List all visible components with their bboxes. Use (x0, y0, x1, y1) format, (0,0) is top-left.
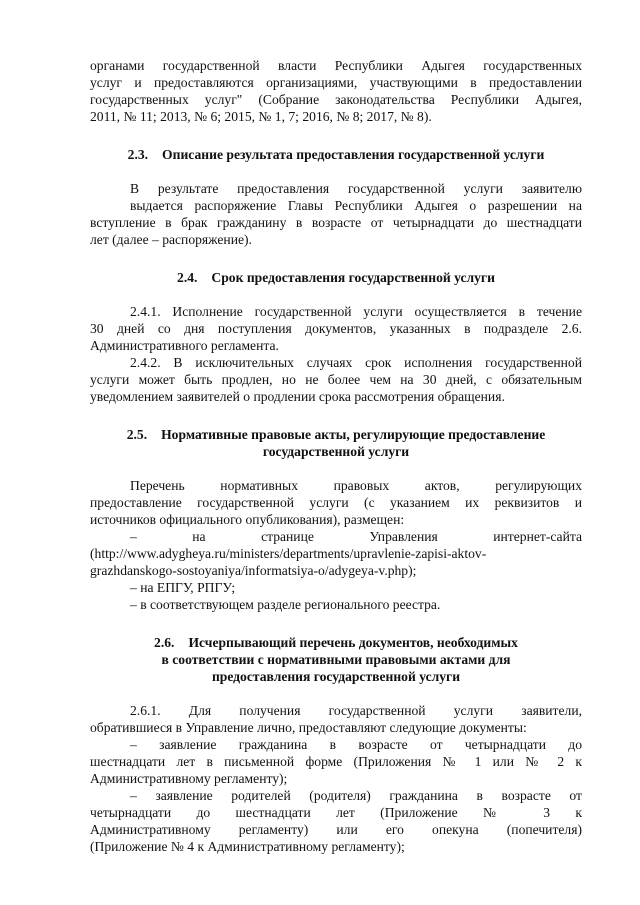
text-line: 2.6.1. Для получения государственной услуги заявители, (130, 703, 582, 718)
text-line: источников официального опубликования), размещен: (90, 512, 405, 527)
section-title-line: предоставления государственной услуги (211, 669, 461, 684)
text-line: предоставление государственной услуги (с указанием их реквизитов и (90, 495, 582, 510)
text-line: – заявление гражданина в возрасте от четырнадцати до (130, 737, 582, 752)
text-line: органами государственной власти Республики Адыгея государственных (90, 58, 582, 73)
text-line: 2011, № 11; 2013, № 6; 2015, № 1, 7; 2016, № 8; 2017, № 8). (90, 109, 432, 124)
text-line: государственных услуг" (Собрание законодательства Республики Адыгея, (90, 92, 582, 107)
section-title-line: Исчерпывающий перечень документов, необходимых (188, 635, 518, 650)
text-line: услуг и предоставляются организациями, участвующими в предоставлении (90, 75, 582, 90)
section-title: Описание результата предоставления государственной услуги (162, 147, 545, 162)
text-line: 2.4.2. В исключительных случаях срок исполнения государственной (130, 355, 582, 370)
section-2-6-1-paragraph (90, 702, 582, 736)
section-2-5-intro (90, 477, 582, 528)
section-2-5-item-website (90, 528, 582, 579)
section-number: 2.5. (126, 427, 148, 442)
section-title: Срок предоставления государственной услуги (211, 270, 495, 285)
section-2-6-item-parents-application (90, 787, 582, 855)
text-line: 2.4.1. Исполнение государственной услуги осуществляется в течение (130, 304, 582, 319)
text-line: Административного регламента. (90, 338, 279, 353)
section-heading-2-6 (90, 634, 582, 685)
text-line: (Приложение № 4 к Административному регламенту); (90, 839, 405, 854)
url-line: grazhdanskogo-sostoyaniya/informatsiya-o/adygeya-v.php); (90, 563, 417, 578)
text-line: услуги может быть продлен, но не более чем на 30 дней, с обязательным (90, 372, 582, 387)
section-2-5-item-registry: – в соответствующем разделе регионального реестра. (130, 597, 441, 612)
section-number: 2.6. (154, 635, 175, 650)
text-line: шестнадцати лет в письменной форме (Приложения № 1 или № 2 к (90, 754, 582, 769)
text-line: В результате предоставления государственной услуги заявителю (130, 181, 582, 196)
section-title-line: Нормативные правовые акты, регулирующие предоставление (161, 427, 546, 442)
text-line: выдается распоряжение Главы Республики Адыгея о разрешении на (130, 198, 582, 213)
text-line: – на странице Управления интернет-сайта (130, 529, 582, 544)
text-line: уведомлением заявителей о продлении срока рассмотрения обращения. (90, 389, 505, 404)
paragraph-continuation (90, 57, 582, 125)
section-number: 2.4. (177, 270, 198, 285)
section-title-line: в соответствии с нормативными правовыми актами для (161, 652, 511, 667)
section-heading-2-3 (90, 146, 582, 163)
text-line: лет (далее – распоряжение). (90, 232, 252, 247)
url-line: (http://www.adygheya.ru/ministers/departments/upravlenie-zapisi-aktov- (90, 546, 487, 561)
section-number: 2.3. (127, 147, 149, 162)
text-line: 30 дней со дня поступления документов, указанных в подразделе 2.6. (90, 321, 582, 336)
section-2-6-item-citizen-application (90, 736, 582, 787)
section-heading-2-4 (90, 269, 582, 286)
section-2-5-item-portals: – на ЕПГУ, РПГУ; (130, 580, 236, 595)
text-line: четырнадцати до шестнадцати лет (Приложение № 3 к (90, 805, 582, 820)
section-2-4-1-paragraph (90, 303, 582, 354)
text-line: обратившиеся в Управление лично, предоставляют следующие документы: (90, 720, 527, 735)
section-2-4-2-paragraph (90, 354, 582, 405)
section-2-3-paragraph (90, 180, 582, 248)
section-heading-2-5 (90, 426, 582, 460)
section-title-line: государственной услуги (262, 444, 410, 459)
text-line: – заявление родителей (родителя) гражданина в возрасте от (130, 788, 582, 803)
text-line: Административному регламенту); (90, 771, 288, 786)
text-line: вступление в брак гражданину в возрасте от четырнадцати до шестнадцати (90, 215, 582, 230)
text-line: Административному регламенту) или его опекуна (попечителя) (90, 822, 582, 837)
text-line: Перечень нормативных правовых актов, регулирующих (130, 478, 582, 493)
